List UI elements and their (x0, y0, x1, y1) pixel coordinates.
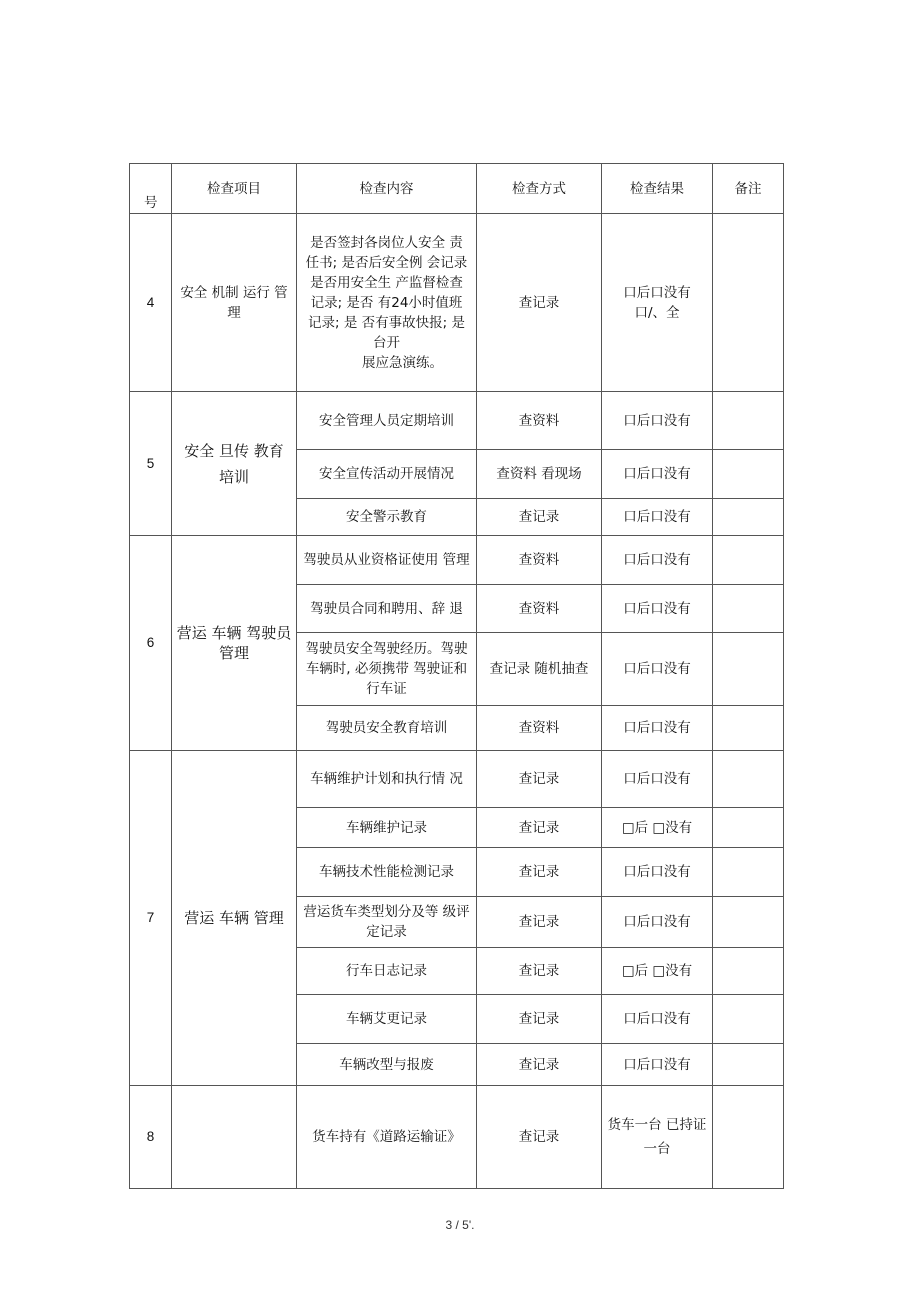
content-line: 台开 (373, 334, 400, 351)
check-method: 查记录 (477, 995, 602, 1044)
check-content: 驾驶员安全教育培训 (297, 706, 477, 751)
check-result: 口后口没有 (602, 450, 713, 499)
header-content: 检查内容 (297, 164, 477, 214)
table-row-5 (130, 392, 784, 450)
check-method: 查记录 随机抽查 (477, 633, 602, 706)
content-line: 记录; 是 否有事故快报; 是 (308, 314, 465, 331)
check-content: 车辆维护记录 (297, 808, 477, 848)
note-cell (713, 848, 784, 897)
check-content: 驾驶员合同和聘用、辞 退 (297, 585, 477, 633)
check-result: 口后口没有 (602, 848, 713, 897)
table-row-6 (130, 536, 784, 585)
row-number: 7 (130, 751, 172, 1086)
table-row-4 (130, 214, 784, 392)
content-line: 是否签封各岗位人安全 责 (310, 234, 463, 251)
check-method: 查记录 (477, 1044, 602, 1086)
note-cell (713, 633, 784, 706)
check-content: 安全管理人员定期培训 (297, 392, 477, 450)
header-note: 备注 (713, 164, 784, 214)
check-result: 口后口没有 (602, 1044, 713, 1086)
check-result: 口后口没有 (602, 706, 713, 751)
check-method: 查记录 (477, 499, 602, 536)
check-content: 行车日志记录 (297, 948, 477, 995)
note-cell (713, 214, 784, 392)
check-item (172, 1086, 297, 1189)
check-item: 安全 机制 运行 管理 (172, 214, 297, 392)
check-result: □后 □没有 (602, 948, 713, 995)
check-method: 查记录 (477, 214, 602, 392)
check-method: 查资料 看现场 (477, 450, 602, 499)
check-result: 货车一台 已持证一台 (602, 1086, 713, 1189)
check-result: 口后口没有 (602, 897, 713, 948)
check-method: 查记录 (477, 751, 602, 808)
check-result: □后 □没有 (602, 808, 713, 848)
content-line: 记录; 是否 有24小时值班 (310, 294, 463, 311)
table-row-7 (130, 751, 784, 808)
note-cell (713, 536, 784, 585)
check-content: 车辆艾更记录 (297, 995, 477, 1044)
check-result: 口后口没有 (602, 499, 713, 536)
note-cell (713, 1044, 784, 1086)
check-method: 查资料 (477, 585, 602, 633)
note-cell (713, 808, 784, 848)
content-line: 展应急演练。 (362, 354, 443, 371)
check-content: 安全警示教育 (297, 499, 477, 536)
note-cell (713, 706, 784, 751)
header-row (130, 164, 784, 214)
row-number: 6 (130, 536, 172, 751)
note-cell (713, 450, 784, 499)
check-item: 营运 车辆 管理 (172, 751, 297, 1086)
content-line: 任书; 是否后安全例 会记录 (305, 254, 468, 271)
check-method: 查记录 (477, 808, 602, 848)
note-cell (713, 897, 784, 948)
header-no: 号 (130, 164, 172, 214)
check-method: 查记录 (477, 948, 602, 995)
note-cell (713, 751, 784, 808)
check-result: 口后口没有 (602, 995, 713, 1044)
row-number: 5 (130, 392, 172, 536)
note-cell (713, 585, 784, 633)
check-result: 口后口没有 (602, 536, 713, 585)
check-item: 营运 车辆 驾驶员 管理 (172, 536, 297, 751)
check-content: 车辆技术性能检测记录 (297, 848, 477, 897)
note-cell (713, 948, 784, 995)
note-cell (713, 499, 784, 536)
check-result: 口后口没有 (602, 633, 713, 706)
check-content: 驾驶员安全驾驶经历。驾驶车辆时, 必须携带 驾驶证和行车证 (297, 633, 477, 706)
check-content: 营运货车类型划分及等 级评定记录 (297, 897, 477, 948)
check-result: 口后口没有 (602, 585, 713, 633)
check-result: 口后口没有 (602, 751, 713, 808)
check-content: 安全宣传活动开展情况 (297, 450, 477, 499)
check-method: 查记录 (477, 897, 602, 948)
check-method: 查资料 (477, 392, 602, 450)
note-cell (713, 995, 784, 1044)
inspection-table (129, 163, 784, 1189)
check-content: 货车持有《道路运输证》 (297, 1086, 477, 1189)
check-result: 口后口没有 口/、全 (602, 214, 713, 392)
content-line: 是否用安全生 产监督检查 (310, 274, 463, 291)
check-result: 口后口没有 (602, 392, 713, 450)
check-method: 查记录 (477, 848, 602, 897)
note-cell (713, 392, 784, 450)
page-number: 3 / 5'. (445, 1218, 475, 1232)
row-number: 4 (130, 214, 172, 392)
check-item: 安全 旦传 教育 培训 (172, 392, 297, 536)
check-method: 查记录 (477, 1086, 602, 1189)
check-content: 驾驶员从业资格证使用 管理 (297, 536, 477, 585)
header-result: 检查结果 (602, 164, 713, 214)
check-method: 查资料 (477, 536, 602, 585)
check-content: 车辆维护计划和执行情 况 (297, 751, 477, 808)
header-method: 检查方式 (477, 164, 602, 214)
table-row-8 (130, 1086, 784, 1189)
check-method: 查资料 (477, 706, 602, 751)
check-content: 车辆改型与报废 (297, 1044, 477, 1086)
check-content (297, 214, 477, 392)
header-item: 检查项目 (172, 164, 297, 214)
row-number: 8 (130, 1086, 172, 1189)
note-cell (713, 1086, 784, 1189)
